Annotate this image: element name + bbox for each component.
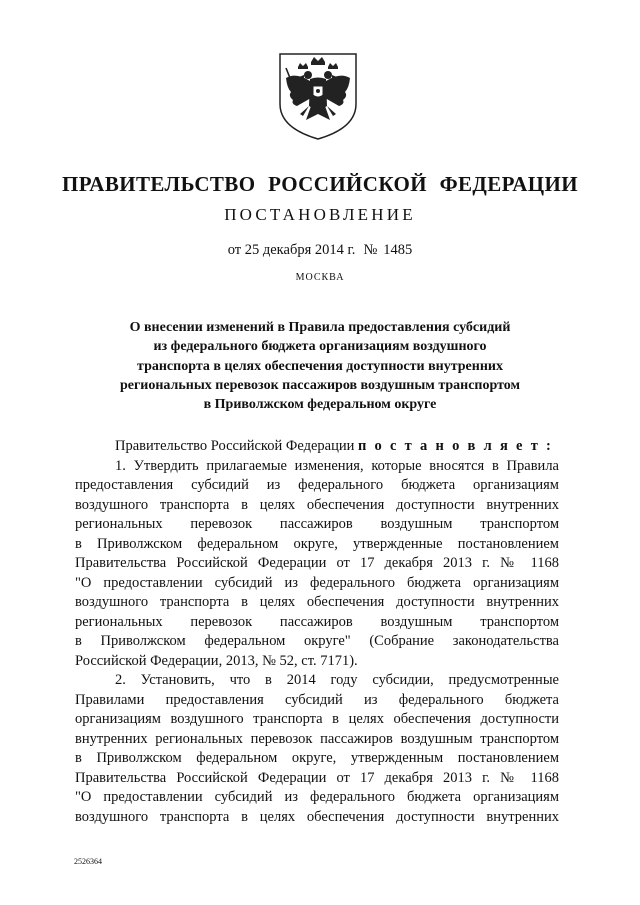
document-code: 2526364 [74, 857, 102, 866]
document-number: 1485 [383, 242, 413, 258]
title-line: транспорта в целях обеспечения доступности внутренних [137, 358, 503, 374]
body-line: "О предоставлении субсидий из федерального бюджета организациям [75, 574, 559, 591]
decree-word: п о с т а н о в л я е т : [357, 438, 554, 454]
title-line: О внесении изменений в Правила предоставления субсидий [129, 320, 511, 335]
body-line: 2. Установить, что в 2014 году субсидии, предусмотренные [115, 672, 559, 688]
body-line: внутренних региональных перевозок пассажиров воздушным транспортом [75, 730, 559, 747]
document-title [0, 318, 640, 414]
body-line: воздушного транспорта в целях обеспечения доступности внутренних [75, 808, 559, 825]
body-line: организациям воздушного транспорта в целях обеспечения доступности [75, 711, 559, 727]
preamble-line [75, 437, 559, 457]
body-line: воздушного транспорта в целях обеспечения доступности внутренних [75, 496, 559, 513]
title-line: из федерального бюджета организациям воздушного [153, 339, 487, 355]
government-name: ПРАВИТЕЛЬСТВО РОССИЙСКОЙ ФЕДЕРАЦИИ [62, 172, 578, 196]
preamble-text: Правительство Российской Федерации [115, 438, 355, 454]
body-line: региональных перевозок пассажиров воздушным транспортом [75, 613, 559, 630]
body-line: Российской Федерации, 2013, № 52, ст. 7171). [75, 652, 358, 669]
body-line: "О предоставлении субсидий из федерального бюджета организациям [75, 789, 559, 805]
document-city: МОСКВА [295, 272, 345, 283]
body-line: в Приволжском федеральном округе, утвержденные постановлением [75, 535, 559, 552]
body-line: 1. Утвердить прилагаемые изменения, которые вносятся в Правила [115, 457, 559, 474]
body-line: региональных перевозок пассажиров воздушным транспортом [75, 516, 559, 532]
body-line: Правительства Российской Федерации от 17 декабря 2013 г. № 1168 [75, 555, 559, 571]
number-sign: № [363, 242, 378, 258]
document-body [75, 437, 559, 827]
document-date: от 25 декабря 2014 г. [227, 242, 356, 258]
body-line: воздушного транспорта в целях обеспечения доступности внутренних [75, 594, 559, 610]
title-line: региональных перевозок пассажиров воздушным транспортом [119, 377, 521, 393]
body-line: в Приволжском федеральном округе, утвержденным постановлением [75, 750, 559, 766]
document-date-line [0, 242, 640, 259]
coat-of-arms-emblem [276, 48, 360, 142]
document-type: ПОСТАНОВЛЕНИЕ [224, 205, 416, 224]
body-line: предоставления субсидий из федерального бюджета организациям [75, 477, 559, 493]
body-line: Правилами предоставления субсидий из федерального бюджета [75, 691, 559, 708]
body-line: Правительства Российской Федерации от 17 декабря 2013 г. № 1168 [75, 769, 559, 786]
body-line: в Приволжском федеральном округе" (Собрание законодательства [75, 633, 559, 649]
title-line: в Приволжском федеральном округе [203, 397, 437, 413]
